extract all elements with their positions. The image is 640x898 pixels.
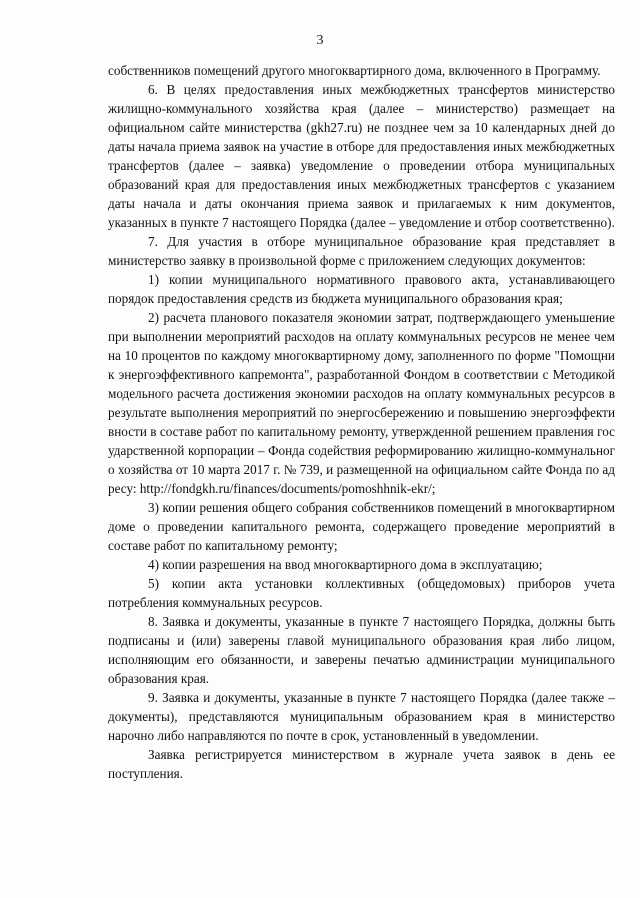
page-number: 3 bbox=[316, 33, 324, 48]
paragraph-subitem-1: 1) копии муниципального нормативного правового акта, устанавливающего порядок предоставления средств из бюджета муниципального образования края; bbox=[108, 272, 615, 306]
paragraph-registration: Заявка регистрируется министерством в журнале учета заявок в день ее поступления. bbox=[108, 747, 615, 781]
paragraph-item-6: 6. В целях предоставления иных межбюджетных трансфертов министерство жилищно-коммунального хозяйства края (далее – министерство) размещает на официальном сайте министерства (gkh27.ru) не позднее чем за 10 календарных дней до даты начала приема заявок на участие в отборе для предоставления иных межбюджетных трансфертов (далее – заявка) уведомление о проведении отбора муниципальных образований края для предоставления иных межбюджетных трансфертов с указанием даты начала и даты окончания приема заявок и прилагаемых к ним документов, указанных в пункте 7 настоящего Порядка (далее – уведомление и отбор соответственно). bbox=[108, 82, 615, 230]
paragraph-item-7: 7. Для участия в отборе муниципальное образование края представляет в министерство заявку в произвольной форме с приложением следующих документов: bbox=[108, 234, 615, 268]
paragraph-continuation: собственников помещений другого многоквартирного дома, включенного в Программу. bbox=[108, 63, 601, 78]
paragraph-item-8: 8. Заявка и документы, указанные в пункте 7 настоящего Порядка, должны быть подписаны и (или) заверены главой муниципального образования края либо лицом, исполняющим его обязанности, и заверены печатью администрации муниципального образования края. bbox=[108, 614, 615, 686]
paragraph-subitem-2: 2) расчета планового показателя экономии затрат, подтверждающего уменьшение при выполнении мероприятий расходов на оплату коммунальных ресурсов не менее чем на 10 процентов по каждому многоквартирному дому, заполненного по форме "Помощник энергоэффективного капремонта", разработанной Фондом в соответствии с Методикой модельного расчета достижения экономии расходов на оплату коммунальных ресурсов в результате выполнения мероприятий по энергосбережению и повышению энергоэффективности в составе работ по капитальному ремонту, утвержденной решением правления государственной корпорации – Фонда содействия реформированию жилищно-коммунального хозяйства от 10 марта 2017 г. № 739, и размещенной на официальном сайте Фонда по адресу: http://fondgkh.ru/finances/documents/pomoshhnik-ekr/; bbox=[108, 310, 615, 496]
paragraph-subitem-3: 3) копии решения общего собрания собственников помещений в многоквартирном доме о проведении капитального ремонта, содержащего проведение мероприятий в составе работ по капитальному ремонту; bbox=[108, 500, 615, 553]
paragraph-subitem-4: 4) копии разрешения на ввод многоквартирного дома в эксплуатацию; bbox=[148, 557, 543, 572]
paragraph-subitem-5: 5) копии акта установки коллективных (общедомовых) приборов учета потребления коммунальных ресурсов. bbox=[108, 576, 615, 610]
document-body bbox=[108, 61, 615, 783]
paragraph-item-9: 9. Заявка и документы, указанные в пункте 7 настоящего Порядка (далее также – документы), представляются муниципальным образованием края в министерство нарочно либо направляются по почте в срок, установленный в уведомлении. bbox=[108, 690, 615, 743]
